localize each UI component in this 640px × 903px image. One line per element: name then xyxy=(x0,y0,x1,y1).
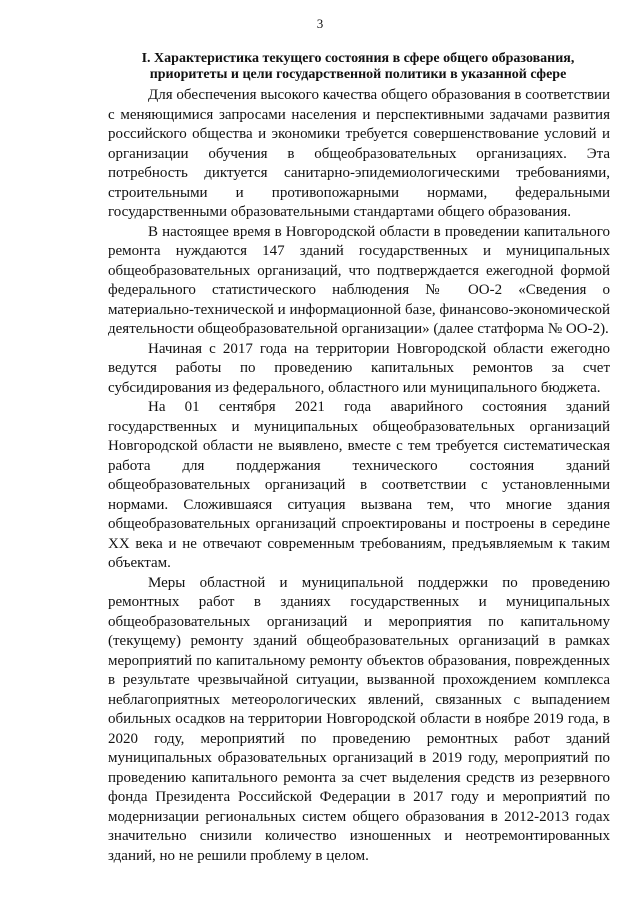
paragraph-building-condition: На 01 сентября 2021 года аварийного состояния зданий государственных и муниципальных общеобразовательных организаций Новгородской области не выявлено, вместе с тем требуется систематическая работа для поддержания технического состояния зданий общеобразовательных организаций в соответствии с установленными нормами. Сложившаяся ситуация вызвана тем, что многие здания общеобразовательных организаций спроектированы и построены в середине XX века и не отвечают современным требованиям, предъявляемым к таким объектам. xyxy=(108,399,610,571)
paragraph-support-measures: Меры областной и муниципальной поддержки по проведению ремонтных работ в зданиях государственных и муниципальных общеобразовательных организаций и мероприятия по капитальному (текущему) ремонту зданий общеобразовательных организаций в рамках мероприятий по капитальному ремонту объектов образования, поврежденных в результате чрезвычайной ситуации, вызванной прохождением комплекса неблагоприятных метеорологических явлений, связанных с выпадением обильных осадков на территории Новгородской области в ноябре 2019 года, в 2020 году, мероприятий по проведению ремонтных работ зданий муниципальных образовательных организаций в 2019 году, мероприятий по проведению капитального ремонта за счет выделения средств из резервного фонда Президента Российской Федерации в 2017 году и мероприятий по модернизации региональных систем общего образования в 2012-2013 годах значительно снизили количество изношенных и неотремонтированных зданий, но не решили проблему в целом. xyxy=(108,574,610,864)
paragraph-repair-needs: В настоящее время в Новгородской области в проведении капитального ремонта нуждаются 147 зданий государственных и муниципальных общеобразовательных организаций, что подтверждается ежегодной формой федерального статистического наблюдения № ОО-2 «Сведения о материально-технической и информационной базе, финансово-экономической деятельности общеобразовательной организации» (далее статформа № ОО-2). xyxy=(108,223,610,337)
section-heading: I. Характеристика текущего состояния в сфере общего образования, приоритеты и цели государственной политики в указанной сфере xyxy=(141,51,575,82)
page-number: 3 xyxy=(316,16,324,31)
body-text xyxy=(108,86,610,866)
paragraph-annual-repairs: Начиная с 2017 года на территории Новгородской области ежегодно ведутся работы по проведению капитальных ремонтов за счет субсидирования из федерального, областного или муниципального бюджета. xyxy=(108,340,610,396)
paragraph-quality-requirements: Для обеспечения высокого качества общего образования в соответствии с меняющимися запросами населения и перспективными задачами развития российского общества и экономики требуется совершенствование условий и организации обучения в общеобразовательных организациях. Эта потребность диктуется санитарно-эпидемиологическими требованиями, строительными и противопожарными нормами, федеральными государственными образовательными стандартами общего образования. xyxy=(108,87,610,220)
